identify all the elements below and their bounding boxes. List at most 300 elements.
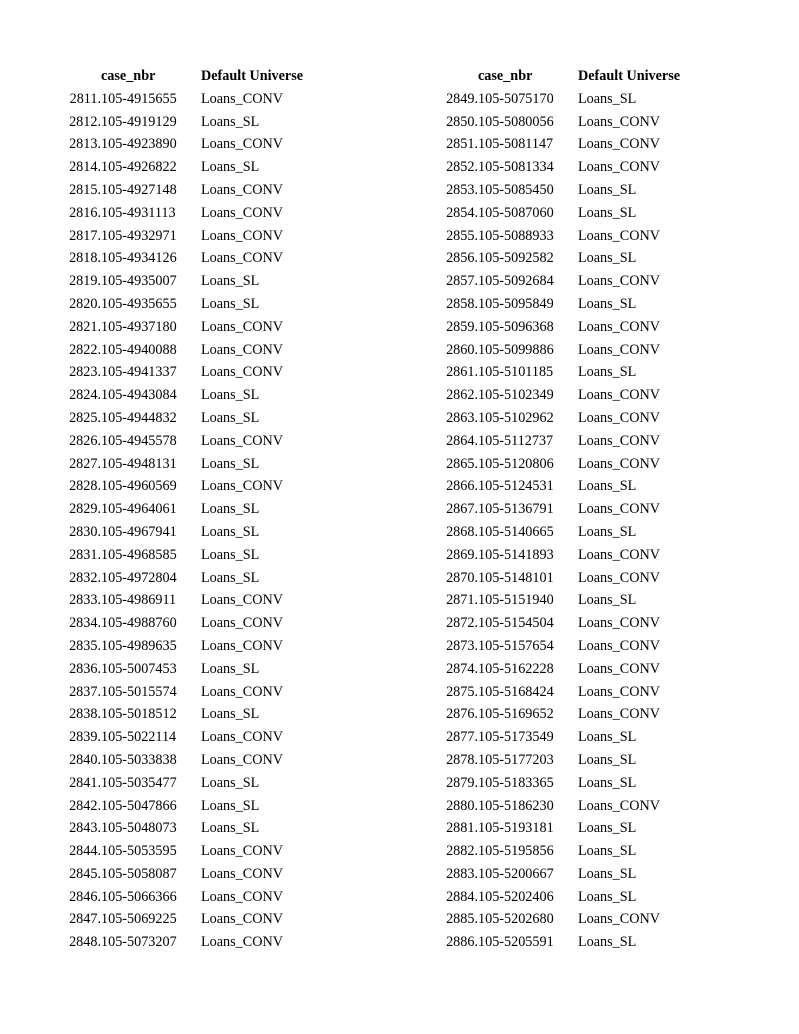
case-nbr-cell: 105-4988760 [101,615,177,632]
case-nbr-cell: 105-5073207 [101,934,177,951]
case-nbr-cell: 105-5186230 [478,797,554,814]
case-nbr-cell: 105-5033838 [101,751,177,768]
table-row [58,931,321,954]
case-nbr-cell: 105-5080056 [478,113,554,130]
table-row [435,88,698,111]
default-universe-cell: Loans_SL [578,478,637,495]
case-nbr-cell: 105-5035477 [101,774,177,791]
default-universe-cell: Loans_CONV [201,843,283,860]
obs-number-cell: 2816. [69,204,101,221]
table-row [58,133,321,156]
table-row [435,384,698,407]
table-row [435,635,698,658]
case-nbr-cell: 105-5102349 [478,387,554,404]
default-universe-cell: Loans_SL [201,546,260,563]
default-universe-cell: Loans_CONV [201,181,283,198]
case-nbr-header: case_nbr [478,68,533,84]
obs-number-cell: 2823. [69,364,101,381]
table-row [58,703,321,726]
case-nbr-cell: 105-5154504 [478,615,554,632]
case-nbr-cell: 105-5081334 [478,159,554,176]
case-nbr-cell: 105-5169652 [478,706,554,723]
default-universe-cell: Loans_CONV [578,227,660,244]
table-row [58,612,321,635]
obs-number-cell: 2883. [446,865,478,882]
obs-number-cell: 2867. [446,501,478,518]
table-row [435,316,698,339]
case-nbr-cell: 105-4943084 [101,387,177,404]
case-nbr-cell: 105-5193181 [478,820,554,837]
default-universe-cell: Loans_CONV [578,318,660,335]
obs-number-cell: 2813. [69,136,101,153]
default-universe-cell: Loans_SL [578,250,637,267]
case-nbr-cell: 105-4919129 [101,113,177,130]
obs-number-cell: 2869. [446,546,478,563]
obs-number-cell: 2863. [446,409,478,426]
default-universe-cell: Loans_SL [201,820,260,837]
case-nbr-cell: 105-4941337 [101,364,177,381]
case-nbr-cell: 105-5099886 [478,341,554,358]
obs-number-cell: 2828. [69,478,101,495]
table-row [435,726,698,749]
default-universe-cell: Loans_CONV [201,751,283,768]
case-nbr-cell: 105-5092582 [478,250,554,267]
table-row [435,453,698,476]
obs-number-cell: 2836. [69,660,101,677]
table-row [435,339,698,362]
case-nbr-cell: 105-5053595 [101,843,177,860]
default-universe-cell: Loans_CONV [578,660,660,677]
case-nbr-cell: 105-5200667 [478,865,554,882]
obs-number-cell: 2885. [446,911,478,928]
default-universe-cell: Loans_SL [201,409,260,426]
table-row [435,544,698,567]
default-universe-cell: Loans_SL [578,90,637,107]
obs-number-cell: 2865. [446,455,478,472]
obs-number-cell: 2812. [69,113,101,130]
obs-number-cell: 2847. [69,911,101,928]
default-universe-cell: Loans_CONV [578,432,660,449]
table-row [58,840,321,863]
obs-number-cell: 2864. [446,432,478,449]
obs-number-cell: 2881. [446,820,478,837]
obs-number-cell: 2844. [69,843,101,860]
obs-number-cell: 2871. [446,592,478,609]
case-nbr-cell: 105-5047866 [101,797,177,814]
default-universe-cell: Loans_CONV [578,637,660,654]
default-universe-cell: Loans_CONV [578,136,660,153]
default-universe-cell: Loans_SL [578,729,637,746]
case-nbr-cell: 105-4944832 [101,409,177,426]
obs-number-cell: 2841. [69,774,101,791]
obs-number-cell: 2846. [69,888,101,905]
case-nbr-cell: 105-5162228 [478,660,554,677]
default-universe-cell: Loans_CONV [578,387,660,404]
default-universe-cell: Loans_CONV [201,911,283,928]
default-universe-cell: Loans_SL [201,797,260,814]
case-nbr-cell: 105-4932971 [101,227,177,244]
case-nbr-cell: 105-5173549 [478,729,554,746]
obs-number-cell: 2880. [446,797,478,814]
table-row [58,908,321,931]
obs-number-cell: 2882. [446,843,478,860]
case-nbr-cell: 105-5183365 [478,774,554,791]
default-universe-cell: Loans_CONV [578,455,660,472]
default-universe-cell: Loans_SL [201,273,260,290]
case-nbr-cell: 105-5120806 [478,455,554,472]
obs-number-cell: 2834. [69,615,101,632]
default-universe-cell: Loans_SL [578,865,637,882]
default-universe-cell: Loans_SL [578,364,637,381]
default-universe-cell: Loans_CONV [578,113,660,130]
obs-number-cell: 2877. [446,729,478,746]
table-body-left [58,88,321,954]
listing-table-left [58,65,321,954]
default-universe-cell: Loans_CONV [201,204,283,221]
case-nbr-cell: 105-5141893 [478,546,554,563]
table-row [435,225,698,248]
obs-number-cell: 2840. [69,751,101,768]
table-row [435,111,698,134]
default-universe-cell: Loans_SL [578,774,637,791]
default-universe-cell: Loans_SL [201,774,260,791]
table-row [58,589,321,612]
table-row [435,293,698,316]
default-universe-cell: Loans_CONV [201,683,283,700]
table-row [435,658,698,681]
case-nbr-cell: 105-4989635 [101,637,177,654]
case-nbr-cell: 105-4915655 [101,90,177,107]
case-nbr-cell: 105-5007453 [101,660,177,677]
case-nbr-cell: 105-4937180 [101,318,177,335]
case-nbr-cell: 105-5048073 [101,820,177,837]
table-row [58,635,321,658]
obs-number-cell: 2875. [446,683,478,700]
default-universe-cell: Loans_CONV [201,865,283,882]
case-nbr-cell: 105-4935655 [101,295,177,312]
default-universe-cell: Loans_SL [201,706,260,723]
table-row [58,658,321,681]
obs-number-cell: 2819. [69,273,101,290]
case-nbr-cell: 105-5101185 [478,364,554,381]
obs-number-cell: 2826. [69,432,101,449]
table-row [58,156,321,179]
table-row [435,772,698,795]
table-row [435,498,698,521]
default-universe-cell: Loans_CONV [201,615,283,632]
table-row [435,817,698,840]
default-universe-cell: Loans_CONV [201,637,283,654]
case-nbr-header: case_nbr [101,68,156,84]
table-row [435,247,698,270]
obs-number-cell: 2831. [69,546,101,563]
default-universe-cell: Loans_SL [201,660,260,677]
table-row [58,863,321,886]
table-row [435,681,698,704]
obs-number-cell: 2861. [446,364,478,381]
default-universe-cell: Loans_SL [201,523,260,540]
obs-number-cell: 2845. [69,865,101,882]
default-universe-cell: Loans_CONV [201,478,283,495]
default-universe-cell: Loans_SL [578,843,637,860]
obs-number-cell: 2859. [446,318,478,335]
case-nbr-cell: 105-4972804 [101,569,177,586]
table-row [58,726,321,749]
table-row [58,361,321,384]
obs-number-cell: 2843. [69,820,101,837]
obs-number-cell: 2849. [446,90,478,107]
obs-number-cell: 2872. [446,615,478,632]
table-row [58,270,321,293]
obs-number-cell: 2833. [69,592,101,609]
case-nbr-cell: 105-5124531 [478,478,554,495]
case-nbr-cell: 105-4986911 [101,592,177,609]
default-universe-cell: Loans_CONV [578,569,660,586]
obs-number-cell: 2820. [69,295,101,312]
obs-number-cell: 2854. [446,204,478,221]
case-nbr-cell: 105-5022114 [101,729,177,746]
case-nbr-cell: 105-4948131 [101,455,177,472]
default-universe-cell: Loans_SL [201,569,260,586]
table-row [58,567,321,590]
table-row [58,475,321,498]
case-nbr-cell: 105-5202680 [478,911,554,928]
table-body-right [435,88,698,954]
case-nbr-cell: 105-5151940 [478,592,554,609]
default-universe-header: Default Universe [578,68,681,84]
table-row [58,384,321,407]
case-nbr-cell: 105-4923890 [101,136,177,153]
case-nbr-cell: 105-5069225 [101,911,177,928]
case-nbr-cell: 105-5195856 [478,843,554,860]
obs-number-cell: 2884. [446,888,478,905]
case-nbr-cell: 105-4960569 [101,478,177,495]
default-universe-cell: Loans_CONV [578,501,660,518]
case-nbr-cell: 105-5205591 [478,934,554,951]
obs-number-cell: 2835. [69,637,101,654]
default-universe-cell: Loans_SL [201,387,260,404]
obs-number-cell: 2858. [446,295,478,312]
case-nbr-cell: 105-5015574 [101,683,177,700]
obs-number-cell: 2850. [446,113,478,130]
default-universe-cell: Loans_SL [578,523,637,540]
obs-number-cell: 2818. [69,250,101,267]
obs-number-cell: 2824. [69,387,101,404]
table-row [58,111,321,134]
table-row [58,772,321,795]
case-nbr-cell: 105-4934126 [101,250,177,267]
obs-number-cell: 2862. [446,387,478,404]
case-nbr-cell: 105-4935007 [101,273,177,290]
table-row [435,886,698,909]
default-universe-cell: Loans_CONV [578,546,660,563]
header-row [58,65,321,88]
table-row [58,681,321,704]
table-row [435,567,698,590]
table-row [435,863,698,886]
case-nbr-cell: 105-5157654 [478,637,554,654]
case-nbr-cell: 105-5088933 [478,227,554,244]
table-row [58,886,321,909]
obs-number-cell: 2870. [446,569,478,586]
obs-number-cell: 2838. [69,706,101,723]
obs-number-cell: 2825. [69,409,101,426]
case-nbr-cell: 105-5177203 [478,751,554,768]
obs-number-cell: 2873. [446,637,478,654]
case-nbr-cell: 105-4945578 [101,432,177,449]
obs-number-cell: 2886. [446,934,478,951]
table-row [435,589,698,612]
table-row [435,521,698,544]
obs-number-cell: 2837. [69,683,101,700]
obs-number-cell: 2827. [69,455,101,472]
default-universe-cell: Loans_SL [201,113,260,130]
default-universe-cell: Loans_CONV [578,409,660,426]
table-row [435,749,698,772]
case-nbr-cell: 105-5148101 [478,569,554,586]
obs-number-cell: 2848. [69,934,101,951]
default-universe-cell: Loans_CONV [201,934,283,951]
obs-number-cell: 2811. [69,90,101,107]
default-universe-cell: Loans_CONV [578,273,660,290]
table-row [58,430,321,453]
table-row [58,339,321,362]
listing-table-right [435,65,698,954]
default-universe-cell: Loans_SL [578,888,637,905]
table-row [58,88,321,111]
table-row [58,521,321,544]
case-nbr-cell: 105-5087060 [478,204,554,221]
table-row [435,156,698,179]
default-universe-cell: Loans_CONV [578,797,660,814]
case-nbr-cell: 105-5092684 [478,273,554,290]
table-row [435,133,698,156]
obs-number-cell: 2874. [446,660,478,677]
table-row [435,931,698,954]
case-nbr-cell: 105-5202406 [478,888,554,905]
obs-number-cell: 2879. [446,774,478,791]
default-universe-cell: Loans_SL [578,592,637,609]
obs-number-cell: 2852. [446,159,478,176]
table-row [435,475,698,498]
default-universe-cell: Loans_SL [578,181,637,198]
table-row [435,407,698,430]
obs-number-cell: 2832. [69,569,101,586]
case-nbr-cell: 105-4964061 [101,501,177,518]
table-row [58,817,321,840]
case-nbr-cell: 105-5136791 [478,501,554,518]
default-universe-cell: Loans_SL [578,934,637,951]
obs-number-cell: 2822. [69,341,101,358]
header-row [435,65,698,88]
obs-number-cell: 2814. [69,159,101,176]
table-row [435,361,698,384]
obs-number-cell: 2868. [446,523,478,540]
table-row [435,612,698,635]
case-nbr-cell: 105-4931113 [101,204,176,221]
obs-number-cell: 2821. [69,318,101,335]
default-universe-cell: Loans_SL [201,159,260,176]
default-universe-cell: Loans_CONV [578,159,660,176]
case-nbr-cell: 105-4967941 [101,523,177,540]
case-nbr-cell: 105-5102962 [478,409,554,426]
obs-number-cell: 2839. [69,729,101,746]
table-row [435,202,698,225]
case-nbr-cell: 105-5168424 [478,683,554,700]
table-row [58,407,321,430]
case-nbr-cell: 105-5066366 [101,888,177,905]
table-row [58,498,321,521]
default-universe-cell: Loans_CONV [201,227,283,244]
default-universe-cell: Loans_CONV [201,250,283,267]
case-nbr-cell: 105-5018512 [101,706,177,723]
default-universe-cell: Loans_SL [201,455,260,472]
default-universe-cell: Loans_SL [201,501,260,518]
default-universe-cell: Loans_CONV [201,90,283,107]
default-universe-cell: Loans_CONV [201,729,283,746]
case-nbr-cell: 105-4927148 [101,181,177,198]
default-universe-cell: Loans_CONV [201,136,283,153]
table-row [58,453,321,476]
default-universe-cell: Loans_CONV [201,432,283,449]
table-row [58,202,321,225]
case-nbr-cell: 105-5096368 [478,318,554,335]
default-universe-cell: Loans_CONV [201,888,283,905]
default-universe-cell: Loans_CONV [578,706,660,723]
table-row [58,749,321,772]
obs-number-cell: 2842. [69,797,101,814]
default-universe-cell: Loans_CONV [578,911,660,928]
obs-number-cell: 2876. [446,706,478,723]
default-universe-cell: Loans_CONV [201,341,283,358]
obs-number-cell: 2853. [446,181,478,198]
obs-number-cell: 2860. [446,341,478,358]
table-row [58,293,321,316]
table-row [435,430,698,453]
table-row [58,316,321,339]
default-universe-cell: Loans_CONV [201,318,283,335]
obs-number-cell: 2878. [446,751,478,768]
case-nbr-cell: 105-5058087 [101,865,177,882]
table-row [58,795,321,818]
case-nbr-cell: 105-4968585 [101,546,177,563]
obs-number-cell: 2857. [446,273,478,290]
table-row [58,179,321,202]
obs-number-cell: 2866. [446,478,478,495]
case-nbr-cell: 105-4940088 [101,341,177,358]
case-nbr-cell: 105-5075170 [478,90,554,107]
case-nbr-cell: 105-5140665 [478,523,554,540]
default-universe-cell: Loans_CONV [578,615,660,632]
table-row [435,908,698,931]
default-universe-cell: Loans_SL [578,295,637,312]
default-universe-cell: Loans_SL [578,820,637,837]
default-universe-cell: Loans_SL [201,295,260,312]
default-universe-cell: Loans_SL [578,751,637,768]
table-row [58,225,321,248]
table-row [435,703,698,726]
default-universe-cell: Loans_CONV [578,683,660,700]
obs-number-cell: 2830. [69,523,101,540]
obs-number-cell: 2829. [69,501,101,518]
obs-number-cell: 2817. [69,227,101,244]
case-nbr-cell: 105-5085450 [478,181,554,198]
table-row [435,179,698,202]
table-row [435,840,698,863]
table-row [58,247,321,270]
table-row [435,270,698,293]
case-nbr-cell: 105-5095849 [478,295,554,312]
